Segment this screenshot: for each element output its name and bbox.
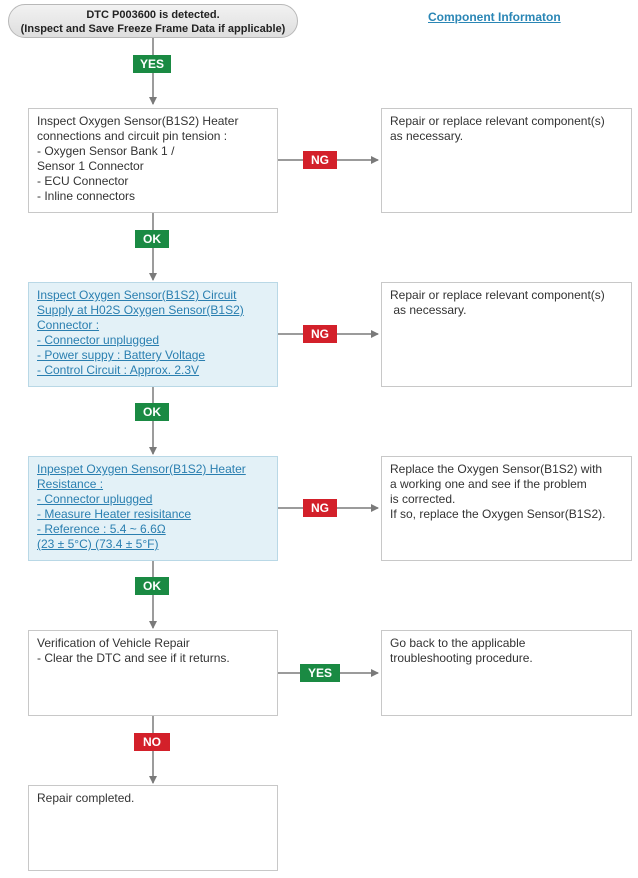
start-line-2: (Inspect and Save Freeze Frame Data if applicable) — [20, 23, 286, 35]
step-inspect-circuit-supply[interactable] — [28, 282, 278, 387]
step1-line: connections and circuit pin tension : — [37, 129, 228, 143]
step-repair-completed — [28, 785, 278, 871]
yes-result-line: troubleshooting procedure. — [390, 651, 533, 665]
step-inspect-heater-connections — [28, 108, 278, 213]
step2-link-line[interactable]: - Control Circuit : Approx. 2.3V — [37, 363, 200, 377]
step3-link-line[interactable]: - Reference : 5.4 ~ 6.6Ω — [37, 522, 166, 536]
result-ng-step2 — [381, 282, 632, 387]
step1-line: - Inline connectors — [37, 189, 136, 203]
component-information-link[interactable]: Component Informaton — [428, 10, 561, 24]
done-line: Repair completed. — [37, 791, 135, 805]
step-verification-of-repair — [28, 630, 278, 716]
step1-line: Inspect Oxygen Sensor(B1S2) Heater — [37, 114, 239, 128]
ng1-result-line: as necessary. — [390, 129, 464, 143]
step1-line: - Oxygen Sensor Bank 1 / — [37, 144, 175, 158]
yes-result-line: Go back to the applicable — [390, 636, 526, 650]
step1-line: Sensor 1 Connector — [37, 159, 144, 173]
result-ng-step1 — [381, 108, 632, 213]
step3-link-line[interactable]: Inpespet Oxygen Sensor(B1S2) Heater — [37, 462, 246, 476]
step3-link-line[interactable]: - Measure Heater resisitance — [37, 507, 192, 521]
ng1-result-line: Repair or replace relevant component(s) — [390, 114, 605, 128]
step-inspect-heater-resistance[interactable] — [28, 456, 278, 561]
ok-badge-step1: OK — [135, 230, 169, 248]
start-dtc-pill — [8, 4, 298, 38]
verify-line: Verification of Vehicle Repair — [37, 636, 190, 650]
result-yes-verify — [381, 630, 632, 716]
ng-badge-step2: NG — [303, 325, 337, 343]
yes-badge-start: YES — [133, 55, 171, 73]
ng3-result-line: If so, replace the Oxygen Sensor(B1S2). — [390, 507, 606, 521]
step2-link-line[interactable]: - Power suppy : Battery Voltage — [37, 348, 206, 362]
ok-badge-step2: OK — [135, 403, 169, 421]
ng2-result-line: as necessary. — [390, 303, 467, 317]
result-ng-step3 — [381, 456, 632, 561]
step2-link-line[interactable]: Connector : — [37, 318, 100, 332]
step2-link-line[interactable]: - Connector unplugged — [37, 333, 160, 347]
ng-badge-step3: NG — [303, 499, 337, 517]
step3-link-line[interactable]: - Connector uplugged — [37, 492, 153, 506]
yes-badge-verify: YES — [300, 664, 340, 682]
ng3-result-line: is corrected. — [390, 492, 456, 506]
step1-line: - ECU Connector — [37, 174, 129, 188]
ng3-result-line: a working one and see if the problem — [390, 477, 587, 491]
ng3-result-line: Replace the Oxygen Sensor(B1S2) with — [390, 462, 603, 476]
ng2-result-line: Repair or replace relevant component(s) — [390, 288, 605, 302]
step3-link-line[interactable]: Resistance : — [37, 477, 104, 491]
step2-link-line[interactable]: Supply at H02S Oxygen Sensor(B1S2) — [37, 303, 244, 317]
step3-link-line[interactable]: (23 ± 5°C) (73.4 ± 5°F) — [37, 537, 159, 551]
ok-badge-step3: OK — [135, 577, 169, 595]
start-line-1: DTC P003600 is detected. — [86, 9, 220, 21]
verify-line: - Clear the DTC and see if it returns. — [37, 651, 230, 665]
step2-link-line[interactable]: Inspect Oxygen Sensor(B1S2) Circuit — [37, 288, 237, 302]
ng-badge-step1: NG — [303, 151, 337, 169]
no-badge-verify: NO — [134, 733, 170, 751]
